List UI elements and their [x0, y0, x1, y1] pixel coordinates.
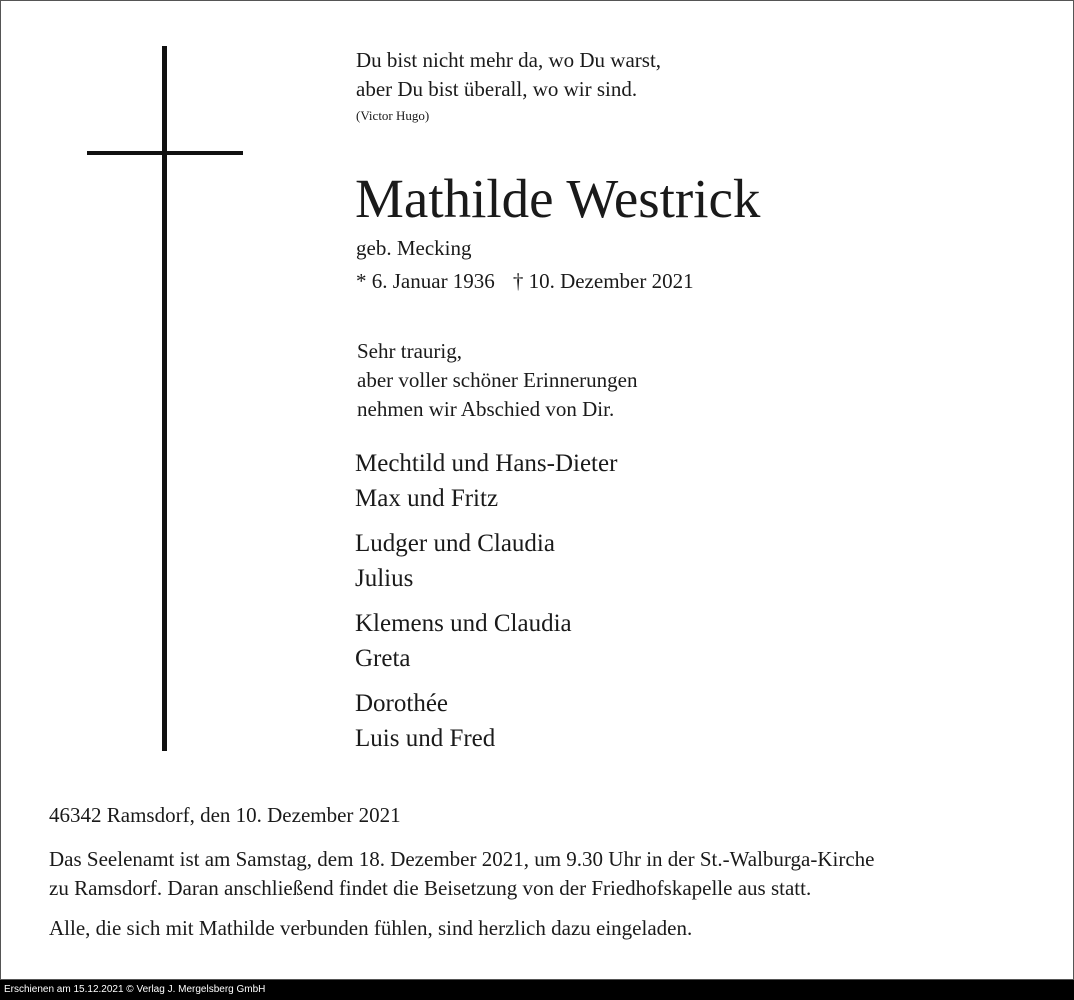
- message-line-3: nehmen wir Abschied von Dir.: [357, 397, 615, 421]
- quote: [356, 46, 661, 104]
- family-group: [355, 686, 495, 756]
- death-date: † 10. Dezember 2021: [512, 269, 694, 293]
- deceased-name: Mathilde Westrick: [355, 168, 761, 229]
- cross-icon-bar: [87, 151, 243, 155]
- family-group: [355, 446, 617, 516]
- publication-footer: Erschienen am 15.12.2021 © Verlag J. Mergelsberg GmbH: [0, 980, 1074, 1000]
- service-line-1: Das Seelenamt ist am Samstag, dem 18. Dezember 2021, um 9.30 Uhr in der St.-Walburga-Kirche: [49, 847, 875, 871]
- family-line: Luis und Fred: [355, 725, 496, 752]
- service-line-2: zu Ramsdorf. Daran anschließend findet die Beisetzung von der Friedhofskapelle aus statt.: [49, 876, 812, 900]
- place-date: 46342 Ramsdorf, den 10. Dezember 2021: [49, 803, 401, 827]
- family-line: Max und Fritz: [355, 485, 499, 512]
- quote-line-1: Du bist nicht mehr da, wo Du warst,: [356, 48, 662, 72]
- message-line-1: Sehr traurig,: [357, 339, 462, 363]
- family-line: Ludger und Claudia: [355, 530, 555, 557]
- message-line-2: aber voller schöner Erinnerungen: [357, 368, 638, 392]
- birth-date: * 6. Januar 1936: [356, 269, 495, 293]
- maiden-name: geb. Mecking: [356, 236, 472, 260]
- family-group: [355, 526, 555, 596]
- family-line: Dorothée: [355, 690, 449, 717]
- family-line: Greta: [355, 645, 411, 672]
- family-group: [355, 606, 572, 676]
- invitation: Alle, die sich mit Mathilde verbunden fühlen, sind herzlich dazu eingeladen.: [49, 916, 693, 940]
- family-line: Mechtild und Hans-Dieter: [355, 450, 618, 477]
- life-dates: [356, 269, 694, 294]
- service-info: [49, 845, 874, 903]
- quote-author: (Victor Hugo): [356, 108, 430, 123]
- quote-line-2: aber Du bist überall, wo wir sind.: [356, 77, 638, 101]
- family-line: Klemens und Claudia: [355, 610, 572, 637]
- farewell-message: [357, 337, 637, 424]
- family-line: Julius: [355, 565, 414, 592]
